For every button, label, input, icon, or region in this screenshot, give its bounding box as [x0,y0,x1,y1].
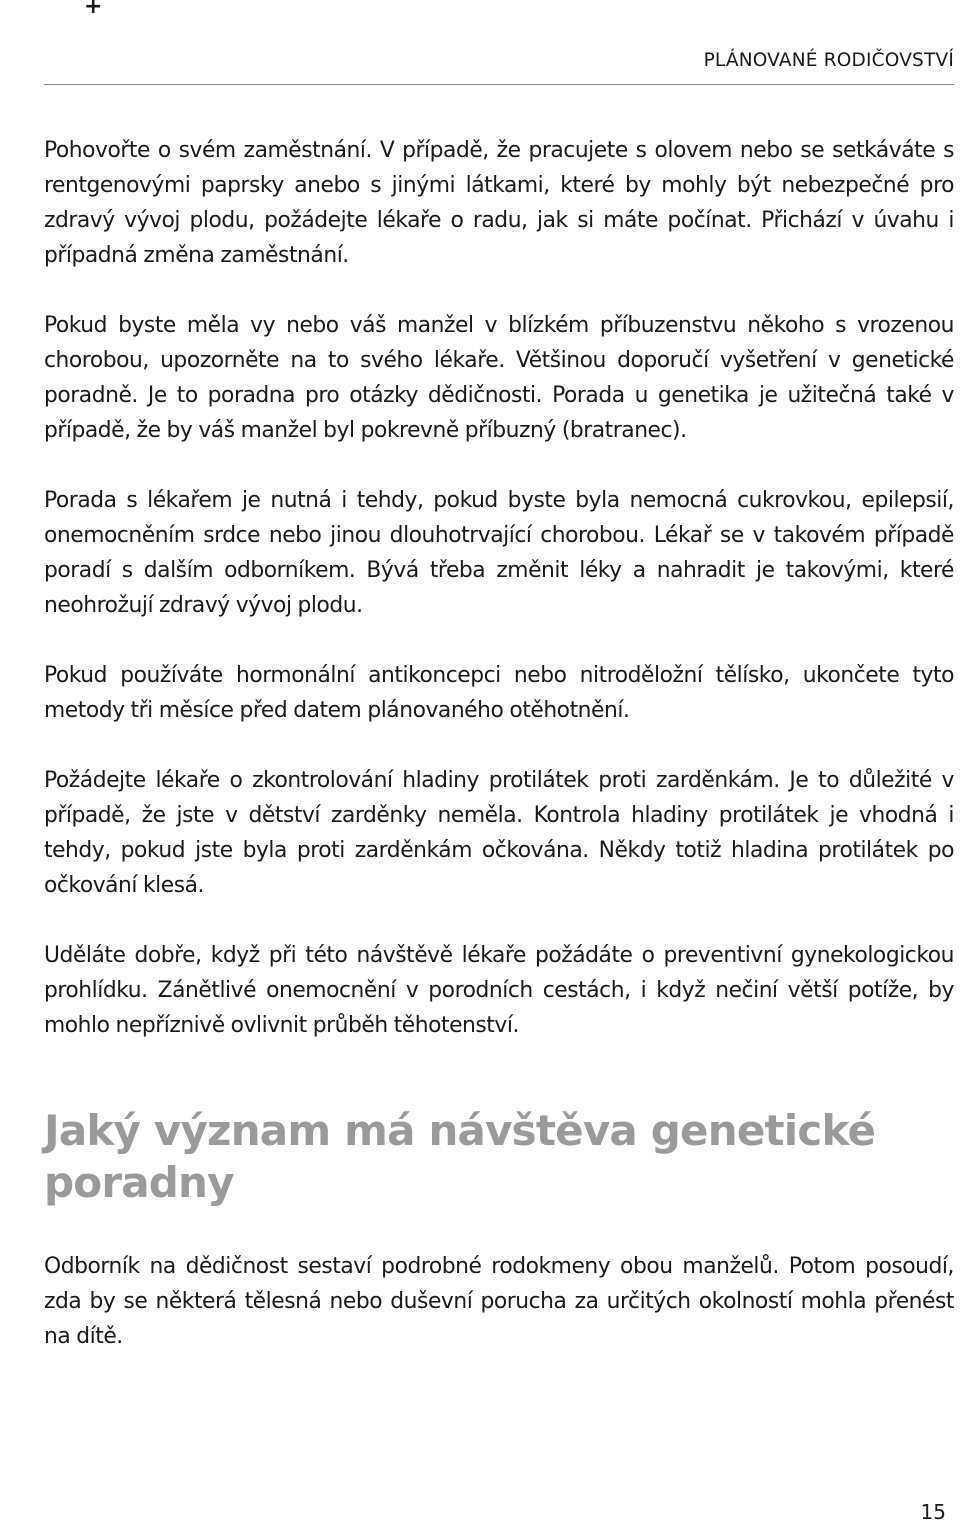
paragraph-genetic-history: Pokud byste měla vy nebo váš manžel v blízkém příbuzenstvu někoho s vrozenou chorobou, upozorněte na to svého lékaře. Většinou doporučí vyšetření v genetické poradně. Je to poradna pro otázky dědičnosti. Porada u genetika je užitečná také v případě, že by váš manžel byl pokrevně příbuzný (bratranec). [44,313,954,443]
paragraph-employment: Pohovořte o svém zaměstnání. V případě, že pracujete s olovem nebo se setkáváte s rentgenovými paprsky anebo s jinými látkami, které by mohly být nebezpečné pro zdravý vývoj plodu, požádejte lékaře o radu, jak si máte počínat. Přichází v úvahu i případná změna zaměstnání. [44,138,954,268]
paragraph-genetic-counseling: Odborník na dědičnost sestaví podrobné rodokmeny obou manželů. Potom posoudí, zda by se některá tělesná nebo duševní porucha za určitých okolností mohla přenést na dítě. [44,1254,954,1349]
paragraph-contraception: Pokud používáte hormonální antikoncepci nebo nitroděložní tělísko, ukončete tyto metody tři měsíce před datem plánovaného otěhotnění. [44,663,954,723]
running-header: PLÁNOVANÉ RODIČOVSTVÍ [703,50,954,71]
crop-mark: + [84,0,103,19]
paragraph-chronic-illness: Porada s lékařem je nutná i tehdy, pokud byste byla nemocná cukrovkou, epilepsií, onemocněním srdce nebo jinou dlouhotrvající chorobou. Lékař se v takovém případě poradí s dalším odborníkem. Bývá třeba změnit léky a nahradit je takovými, které neohrožují zdravý vývoj plodu. [44,488,954,618]
paragraph-rubella: Požádejte lékaře o zkontrolování hladiny protilátek proti zarděnkám. Je to důležité v případě, že jste v dětství zarděnky neměla. Kontrola hladiny protilátek je vhodná i tehdy, pokud jste byla proti zarděnkám očkována. Někdy totiž hladina protilátek po očkování klesá. [44,768,954,898]
page-number: 15 [920,1500,946,1524]
section-heading: Jaký význam má návštěva genetické poradny [44,1106,876,1207]
paragraph-gynecology: Uděláte dobře, když při této návštěvě lékaře požádáte o preventivní gynekologickou prohlídku. Zánětlivé onemocnění v porodních cestách, i když nečiní větší potíže, by mohlo nepříznivě ovlivnit průběh těhotenství. [44,943,954,1038]
page-body [44,133,954,1389]
header-divider [44,84,954,85]
